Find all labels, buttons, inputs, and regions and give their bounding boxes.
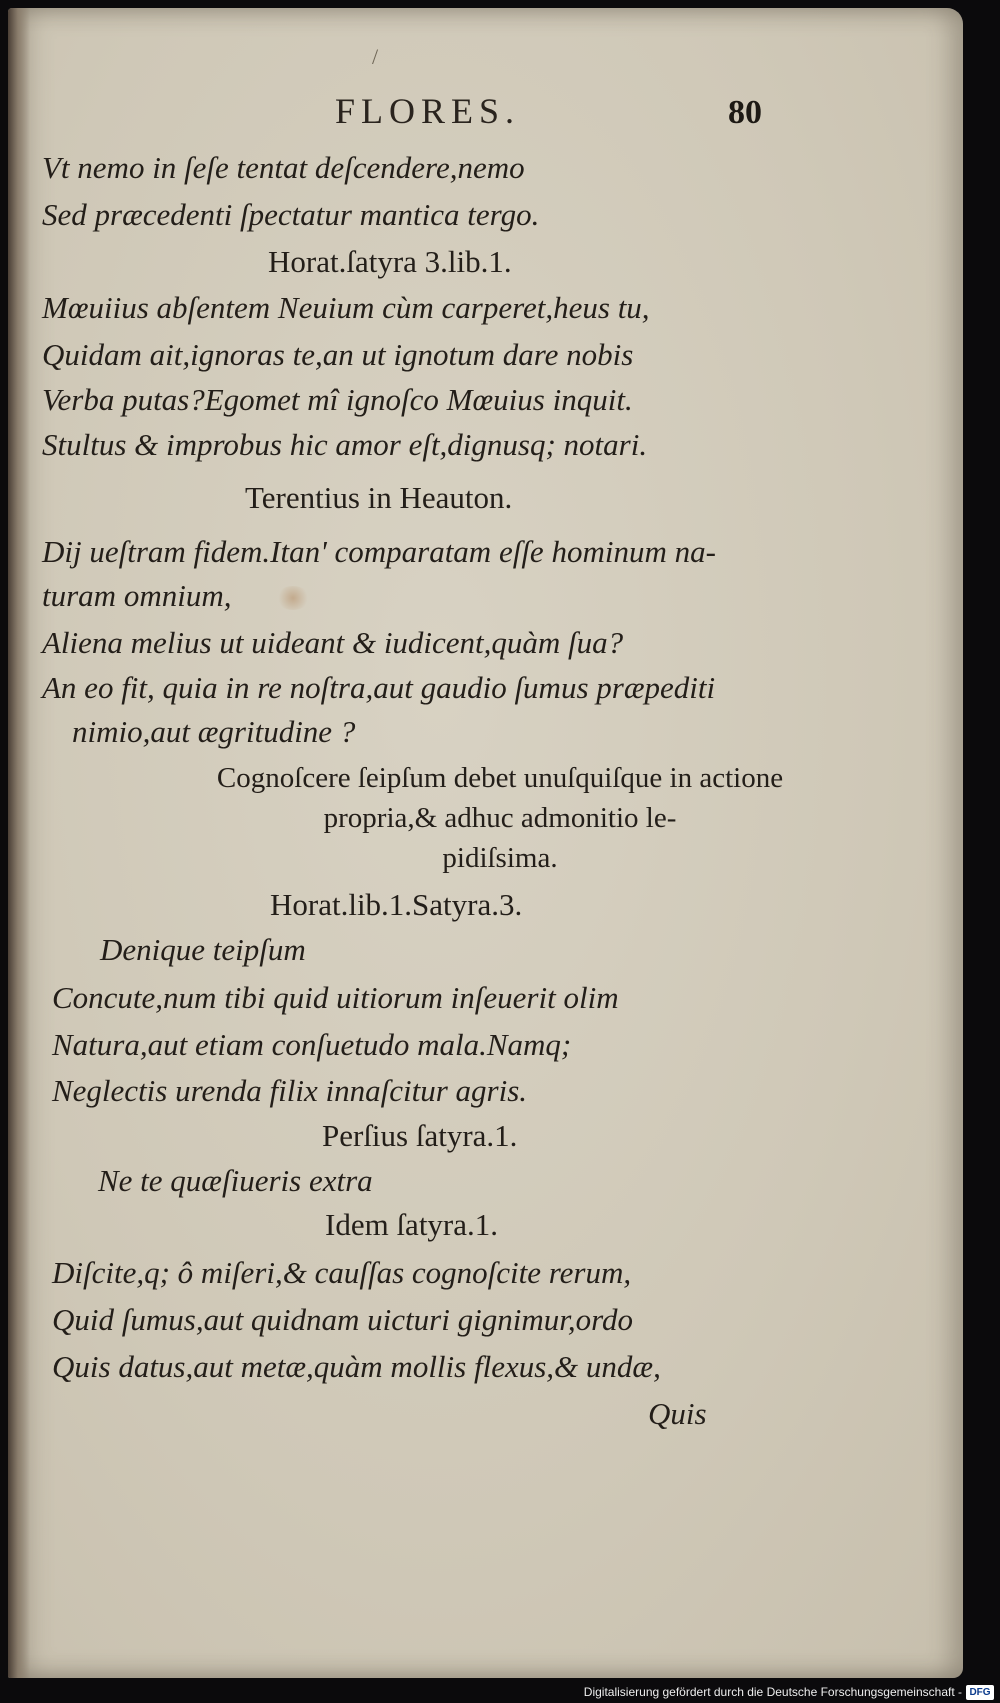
text-line: Sed præcedenti ſpectatur mantica tergo. bbox=[42, 197, 540, 232]
section-heading: Horat.lib.1.Satyra.3. bbox=[270, 887, 523, 922]
section-heading: Horat.ſatyra 3.lib.1. bbox=[268, 244, 512, 279]
text-line: Quid ſumus,aut quidnam uicturi gignimur,ordo bbox=[52, 1302, 633, 1337]
text-line: Natura,aut etiam conſuetudo mala.Namq; bbox=[52, 1027, 572, 1062]
text-line: An eo fit, quia in re noſtra,aut gaudio ſumus præpediti bbox=[42, 670, 716, 705]
dfg-logo: DFG bbox=[966, 1685, 994, 1700]
text-line: Mœuiius abſentem Neuium cùm carperet,heus tu, bbox=[42, 290, 650, 325]
page-number: 80 bbox=[728, 94, 762, 131]
text-line: Diſcite,q; ô miſeri,& cauſſas cognoſcite rerum, bbox=[52, 1255, 632, 1290]
funding-credit: Digitalisierung gefördert durch die Deutsche Forschungsgemeinschaft - bbox=[583, 1685, 962, 1699]
text-line: Stultus & improbus hic amor eſt,dignusq; notari. bbox=[42, 427, 648, 462]
section-heading: Terentius in Heauton. bbox=[245, 480, 513, 515]
text-line: Quis datus,aut metæ,quàm mollis flexus,& undæ, bbox=[52, 1349, 661, 1384]
section-heading: Perſius ſatyra.1. bbox=[322, 1118, 518, 1153]
section-heading: Idem ſatyra.1. bbox=[325, 1207, 499, 1242]
margin-mark: / bbox=[372, 44, 379, 69]
text-line: Concute,num tibi quid uitiorum inſeuerit olim bbox=[52, 980, 619, 1015]
text-line: Denique teipſum bbox=[100, 932, 306, 967]
text-line: Aliena melius ut uideant & iudicent,quàm ſua? bbox=[42, 625, 624, 660]
catchword: Quis bbox=[648, 1396, 707, 1431]
running-head: FLORES. bbox=[335, 91, 521, 131]
section-heading: propria,& adhuc admonitio le- bbox=[323, 802, 677, 834]
text-line: Neglectis urenda filix innaſcitur agris. bbox=[52, 1073, 528, 1108]
text-line: Quidam ait,ignoras te,an ut ignotum dare nobis bbox=[42, 337, 634, 372]
text-line: turam omnium, bbox=[42, 578, 232, 613]
section-heading: pidiſsima. bbox=[442, 842, 558, 874]
text-line: Ne te quæſiueris extra bbox=[98, 1163, 373, 1198]
text-line: nimio,aut ægritudine ? bbox=[72, 714, 356, 749]
text-line: Verba putas?Egomet mî ignoſco Mœuius inquit. bbox=[42, 382, 633, 417]
text-line: Vt nemo in ſeſe tentat deſcendere,nemo bbox=[42, 150, 525, 185]
section-heading: Cognoſcere ſeipſum debet unuſquiſque in actione bbox=[216, 762, 784, 794]
text-line: Dij ueſtram fidem.Itan' comparatam eſſe hominum na- bbox=[42, 534, 716, 569]
